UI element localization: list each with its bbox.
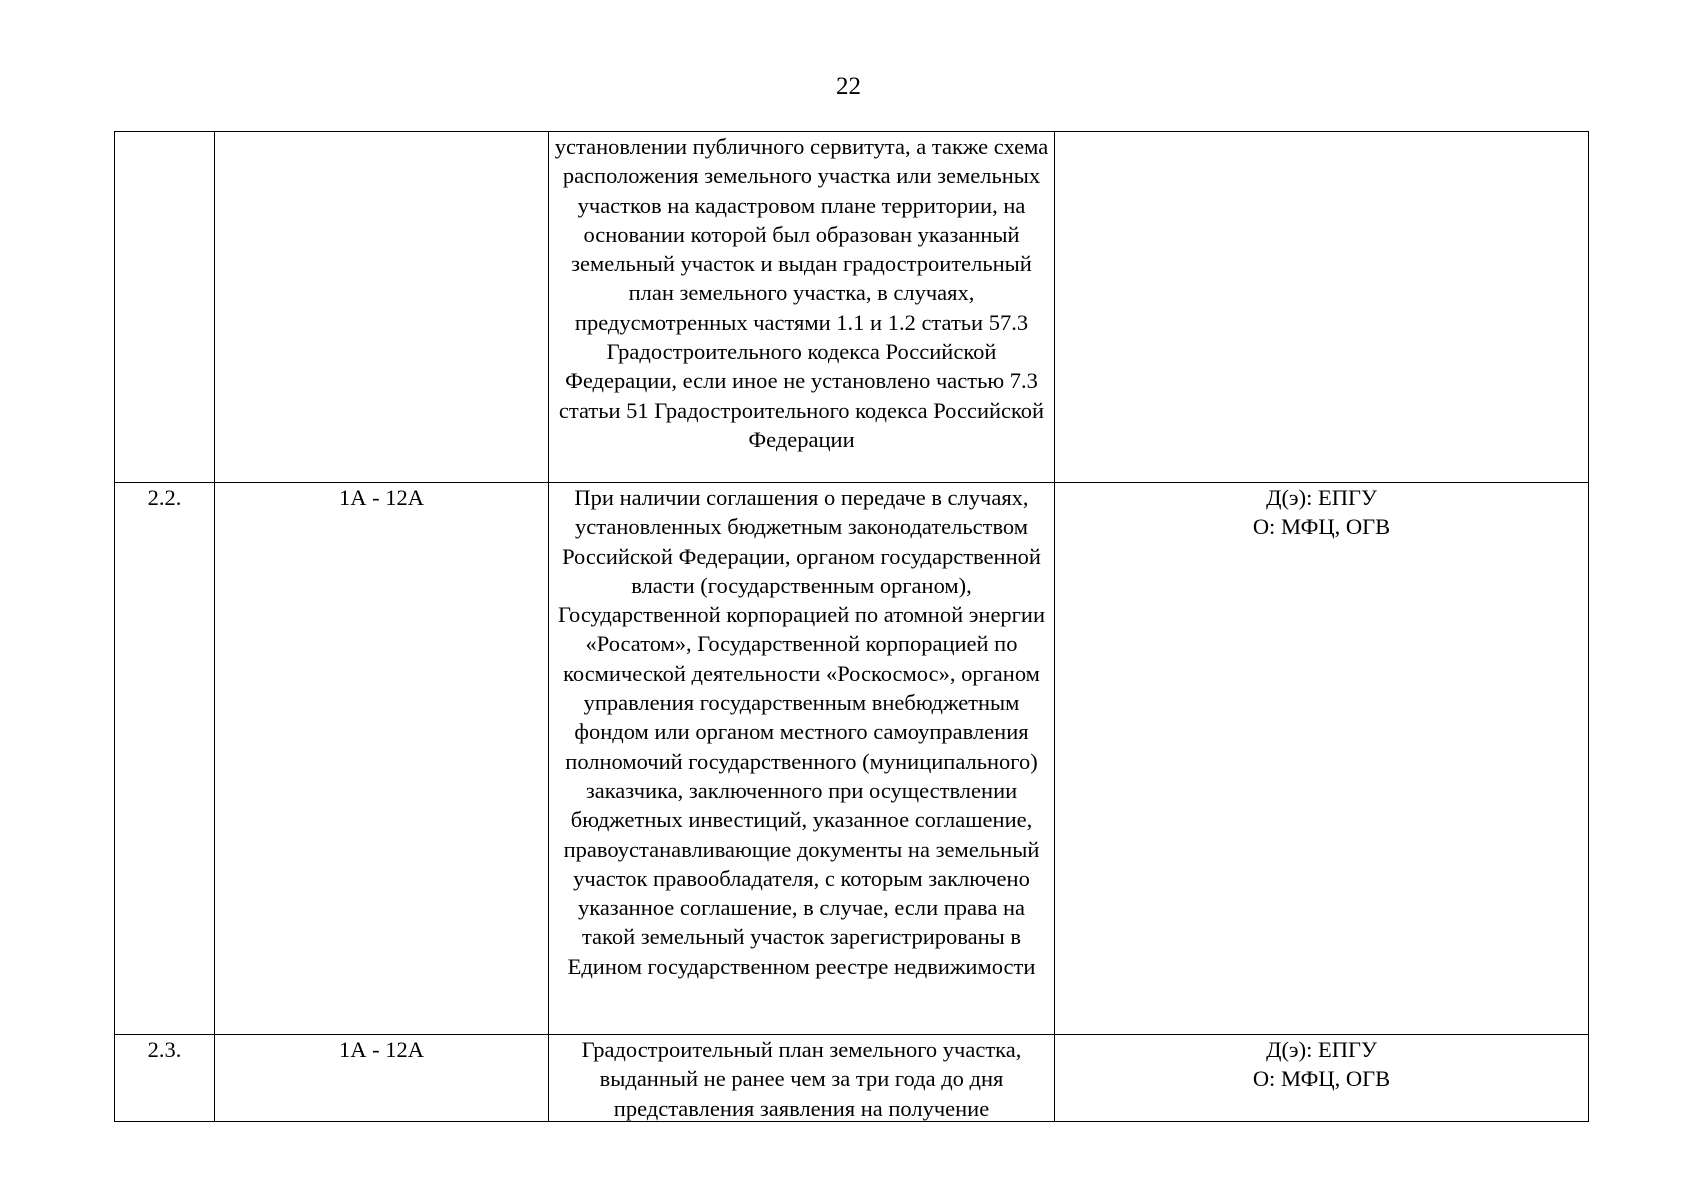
row-code-cell: [215, 132, 549, 483]
row-code-cell: 1А - 12А: [215, 1035, 549, 1122]
page-number: 22: [836, 73, 861, 100]
table-row: [115, 132, 1589, 483]
row-number-cell: 2.2.: [115, 483, 215, 1035]
submission-office: О: МФЦ, ОГВ: [1252, 514, 1391, 540]
document-text: установлении публичного сервитута, а также схема расположения земельного участка или земельных участков на кадастровом плане территории, на основании которой был образован указанный земельный участок и выдан градостроительный план земельного участка, в случаях, предусмотренных частями 1.1 и 1.2 статьи 57.3 Градостроительного кодекса Российской Федерации, если иное не установлено частью 7.3 статьи 51 Градостроительного кодекса Российской Федерации: [554, 134, 1049, 452]
row-number-cell: 2.3.: [115, 1035, 215, 1122]
submission-place-cell: [1055, 1035, 1589, 1122]
document-text: При наличии соглашения о передаче в случаях, установленных бюджетным законодательством Российской Федерации, органом государственной власти (государственным органом), Государственной корпорацией по атомной энергии «Росатом», Государственной корпорацией по космической деятельности «Роскосмос», органом управления государственным внебюджетным фондом или органом местного самоуправления полномочий государственного (муниципального) заказчика, заключенного при осуществлении бюджетных инвестиций, указанное соглашение, правоустанавливающие документы на земельный участок правообладателя, с которым заключено указанное соглашение, в случае, если права на такой земельный участок зарегистрированы в Едином государственном реестре недвижимости: [557, 485, 1045, 979]
document-cell: [549, 483, 1055, 1035]
submission-electronic: Д(э): ЕПГУ: [1266, 1037, 1377, 1062]
document-cell: [549, 1035, 1055, 1122]
document-text: Градостроительный план земельного участка, выданный не ранее чем за три года до дня представления заявления на получение: [581, 1037, 1022, 1121]
documents-table: [114, 131, 1589, 1122]
table-row: [115, 1035, 1589, 1122]
row-code-cell: 1А - 12А: [215, 483, 549, 1035]
document-cell: [549, 132, 1055, 483]
table-row: [115, 483, 1589, 1035]
submission-place-cell: [1055, 132, 1589, 483]
submission-office: О: МФЦ, ОГВ: [1252, 1066, 1391, 1092]
row-number-cell: [115, 132, 215, 483]
submission-electronic: Д(э): ЕПГУ: [1266, 485, 1377, 510]
submission-place-cell: [1055, 483, 1589, 1035]
